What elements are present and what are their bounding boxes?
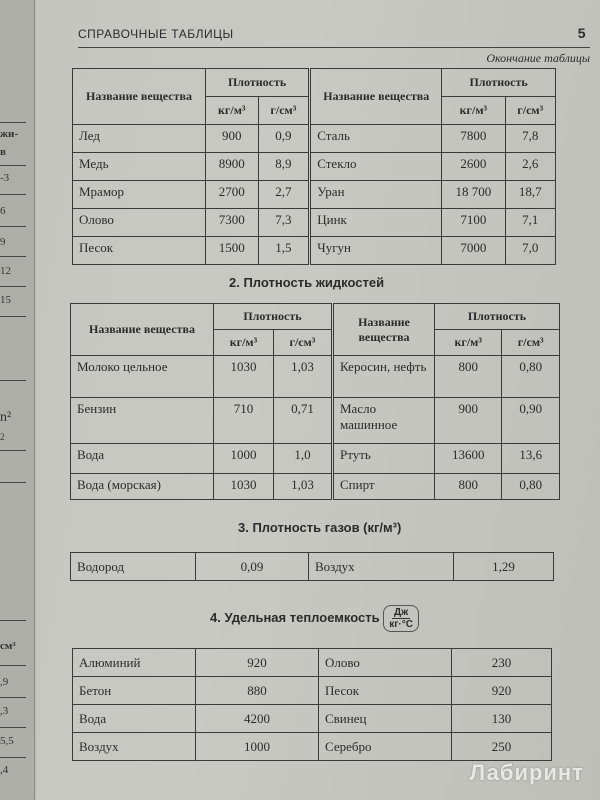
density-g-cm3: 8,9: [258, 153, 310, 181]
heat-capacity-value: 1000: [196, 733, 319, 761]
substance-name: Цинк: [310, 209, 442, 237]
density-g-cm3: 0,9: [258, 125, 310, 153]
table-row: [73, 705, 552, 733]
heat-capacity-table: [72, 648, 552, 761]
density-g-cm3: 1,03: [273, 356, 332, 398]
gas-value: 0,09: [196, 553, 309, 581]
density-g-cm3: 1,5: [258, 237, 310, 265]
table-row: [73, 209, 556, 237]
gases-density-table: [70, 552, 554, 581]
unit-numerator: Дж: [393, 607, 409, 618]
density-g-cm3: 2,6: [505, 153, 556, 181]
substance-name: Спирт: [333, 474, 435, 500]
substance-name: Серебро: [319, 733, 452, 761]
heat-capacity-unit: [383, 605, 419, 632]
col-substance: Название вещества: [73, 69, 206, 125]
substance-name: Алюминий: [73, 649, 196, 677]
prev-rule: [0, 286, 26, 287]
prev-rule: [0, 665, 26, 666]
density-g-cm3: 7,8: [505, 125, 556, 153]
col-unit-kg-m3: кг/м³: [442, 97, 505, 125]
liquids-title: 2. Плотность жидкостей: [229, 275, 385, 290]
table-row: [73, 237, 556, 265]
substance-name: Мрамор: [73, 181, 206, 209]
density-g-cm3: 18,7: [505, 181, 556, 209]
prev-fragment: 12: [0, 265, 11, 277]
col-substance: Название вещества: [71, 304, 214, 356]
prev-fragment: в: [0, 146, 6, 158]
prev-rule: [0, 757, 26, 758]
watermark-logo: Лабиринт: [469, 760, 584, 785]
substance-name: Лед: [73, 125, 206, 153]
table-row: [73, 153, 556, 181]
col-density: Плотность: [214, 304, 333, 330]
table-row: [71, 474, 560, 500]
book-page: [36, 0, 600, 800]
density-kg-m3: 7300: [206, 209, 259, 237]
prev-rule: [0, 194, 26, 195]
prev-rule: [0, 697, 26, 698]
prev-rule: [0, 226, 26, 227]
substance-name: Вода: [73, 705, 196, 733]
gas-name: Воздух: [309, 553, 454, 581]
col-density: Плотность: [206, 69, 310, 97]
col-substance: Название вещества: [310, 69, 442, 125]
density-kg-m3: 1500: [206, 237, 259, 265]
table-row: [73, 733, 552, 761]
gas-name: Водород: [71, 553, 196, 581]
heat-capacity-title: [210, 605, 419, 632]
prev-fragment: жи-: [0, 128, 18, 140]
substance-name: Керосин, нефть: [333, 356, 435, 398]
prev-fragment: ,9: [0, 676, 9, 688]
density-kg-m3: 18 700: [442, 181, 505, 209]
density-kg-m3: 2700: [206, 181, 259, 209]
density-g-cm3: 7,1: [505, 209, 556, 237]
heat-capacity-value: 250: [452, 733, 552, 761]
substance-name: Бензин: [71, 398, 214, 444]
prev-rule: [0, 727, 26, 728]
density-kg-m3: 800: [435, 356, 502, 398]
density-g-cm3: 1,03: [273, 474, 332, 500]
prev-fragment: -3: [0, 172, 10, 184]
col-unit-g-cm3: г/см³: [273, 330, 332, 356]
page-number: 5: [577, 25, 586, 41]
density-kg-m3: 900: [206, 125, 259, 153]
density-kg-m3: 800: [435, 474, 502, 500]
prev-fragment: 5,5: [0, 735, 14, 747]
heat-capacity-value: 130: [452, 705, 552, 733]
table-continuation-note: Окончание таблицы: [486, 51, 590, 65]
density-kg-m3: 13600: [435, 444, 502, 474]
previous-page-edge: [0, 0, 35, 800]
prev-rule: [0, 450, 26, 451]
substance-name: Вода (морская): [71, 474, 214, 500]
density-kg-m3: 8900: [206, 153, 259, 181]
heat-capacity-value: 230: [452, 649, 552, 677]
col-unit-kg-m3: кг/м³: [206, 97, 259, 125]
prev-fragment: см³: [0, 640, 16, 652]
prev-rule: [0, 482, 26, 483]
table-row: [73, 181, 556, 209]
density-g-cm3: 0,71: [273, 398, 332, 444]
substance-name: Молоко цельное: [71, 356, 214, 398]
prev-fragment: ,4: [0, 764, 9, 776]
substance-name: Чугун: [310, 237, 442, 265]
table-row: [73, 677, 552, 705]
density-kg-m3: 2600: [442, 153, 505, 181]
prev-fragment: 9: [0, 236, 6, 248]
prev-rule: [0, 380, 26, 381]
table-row: [71, 444, 560, 474]
substance-name: Сталь: [310, 125, 442, 153]
heat-capacity-value: 4200: [196, 705, 319, 733]
density-g-cm3: 2,7: [258, 181, 310, 209]
density-g-cm3: 7,0: [505, 237, 556, 265]
heat-capacity-value: 920: [452, 677, 552, 705]
density-g-cm3: 7,3: [258, 209, 310, 237]
prev-rule: [0, 316, 26, 317]
prev-fragment: 15: [0, 294, 11, 306]
density-g-cm3: 1,0: [273, 444, 332, 474]
unit-denominator: кг·°С: [389, 619, 413, 630]
density-kg-m3: 1000: [214, 444, 274, 474]
col-unit-g-cm3: г/см³: [502, 330, 560, 356]
col-substance: Название вещества: [333, 304, 435, 356]
density-kg-m3: 7000: [442, 237, 505, 265]
density-kg-m3: 7100: [442, 209, 505, 237]
prev-fragment: n²: [0, 410, 12, 425]
heat-capacity-value: 880: [196, 677, 319, 705]
col-unit-g-cm3: г/см³: [505, 97, 556, 125]
substance-name: Вода: [71, 444, 214, 474]
solids-density-table: [72, 68, 556, 265]
running-title: СПРАВОЧНЫЕ ТАБЛИЦЫ: [78, 27, 234, 41]
substance-name: Ртуть: [333, 444, 435, 474]
table-row: [71, 398, 560, 444]
substance-name: Олово: [73, 209, 206, 237]
density-g-cm3: 0,80: [502, 474, 560, 500]
prev-fragment: ,3: [0, 705, 9, 717]
density-g-cm3: 0,90: [502, 398, 560, 444]
density-g-cm3: 0,80: [502, 356, 560, 398]
col-unit-kg-m3: кг/м³: [435, 330, 502, 356]
density-kg-m3: 7800: [442, 125, 505, 153]
gas-value: 1,29: [454, 553, 554, 581]
substance-name: Бетон: [73, 677, 196, 705]
density-kg-m3: 900: [435, 398, 502, 444]
density-g-cm3: 13,6: [502, 444, 560, 474]
prev-rule: [0, 165, 26, 166]
density-kg-m3: 1030: [214, 474, 274, 500]
substance-name: Олово: [319, 649, 452, 677]
prev-rule: [0, 122, 26, 123]
substance-name: Песок: [73, 237, 206, 265]
col-unit-kg-m3: кг/м³: [214, 330, 274, 356]
density-kg-m3: 710: [214, 398, 274, 444]
heat-capacity-title-text: 4. Удельная теплоемкость: [210, 609, 380, 625]
prev-rule: [0, 256, 26, 257]
page-header: [78, 25, 590, 48]
table-row: [73, 649, 552, 677]
liquids-density-table: [70, 303, 560, 500]
substance-name: Стекло: [310, 153, 442, 181]
substance-name: Свинец: [319, 705, 452, 733]
col-unit-g-cm3: г/см³: [258, 97, 310, 125]
substance-name: Песок: [319, 677, 452, 705]
prev-fragment: 6: [0, 205, 6, 217]
heat-capacity-value: 920: [196, 649, 319, 677]
prev-fragment: 2: [0, 432, 5, 442]
substance-name: Уран: [310, 181, 442, 209]
col-density: Плотность: [442, 69, 556, 97]
table-row: [73, 125, 556, 153]
table-row: [71, 356, 560, 398]
gases-title: 3. Плотность газов (кг/м³): [238, 520, 402, 535]
substance-name: Масло машинное: [333, 398, 435, 444]
density-kg-m3: 1030: [214, 356, 274, 398]
substance-name: Медь: [73, 153, 206, 181]
col-density: Плотность: [435, 304, 560, 330]
prev-rule: [0, 620, 26, 621]
substance-name: Воздух: [73, 733, 196, 761]
